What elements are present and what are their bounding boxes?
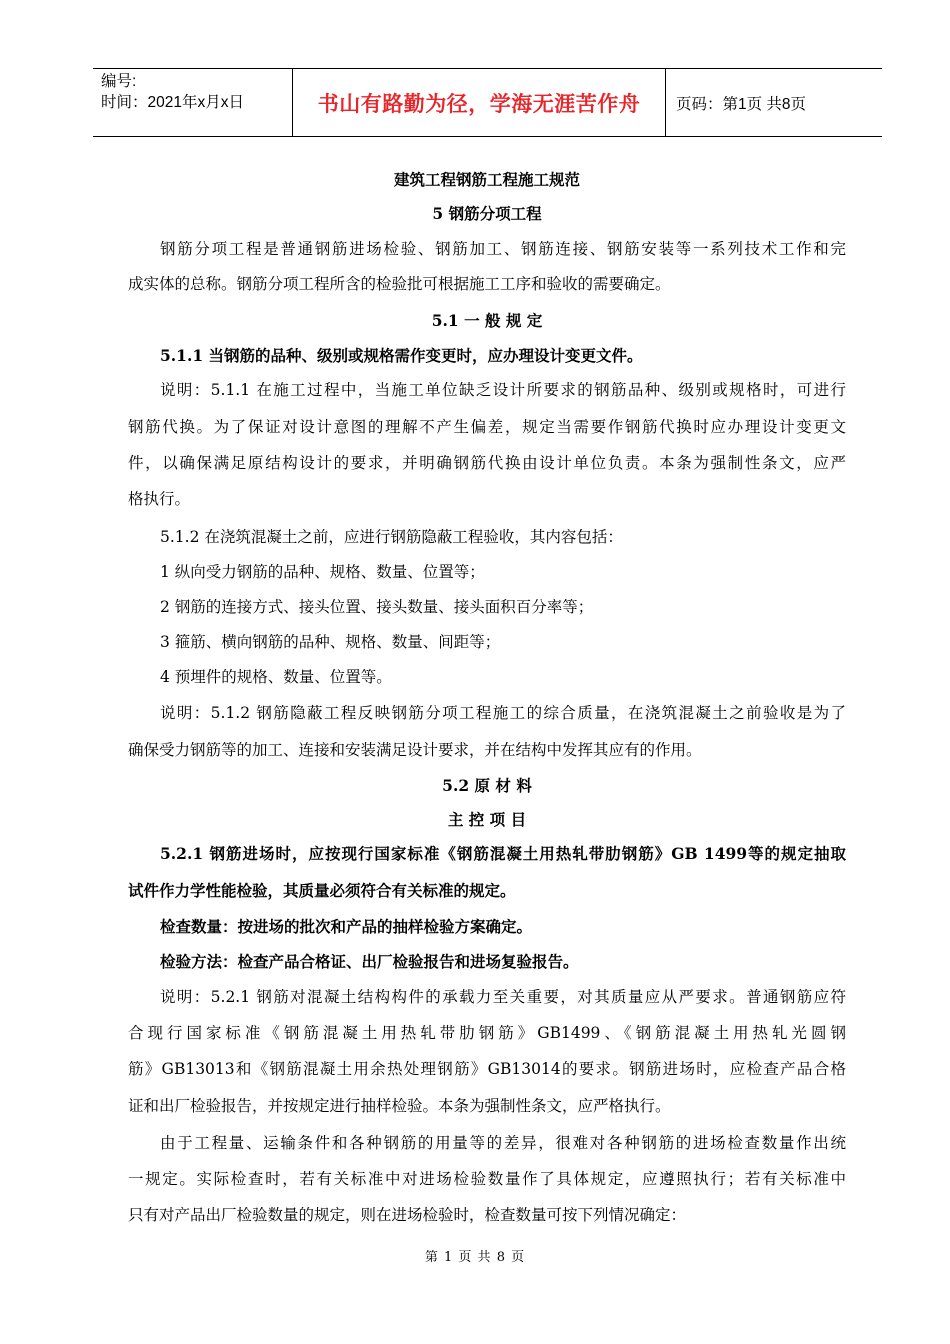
page-footer: 第 1 页 共 8 页 xyxy=(424,1250,526,1265)
main-items-heading: 主 控 项 目 xyxy=(447,810,527,829)
list-item-2: 2 钢筋的连接方式、接头位置、接头数量、接头面积百分率等； xyxy=(160,598,594,616)
note-5-1-1-line-4: 格执行。 xyxy=(128,490,191,508)
note-5-1-1-line-3: 件，以确保满足原结构设计的要求，并明确钢筋代换由设计单位负责。本条为强制性条文，应严 xyxy=(128,454,846,472)
note-5-2-1-line-3: 筋》GB13013和《钢筋混凝土用余热处理钢筋》GB13014的要求。钢筋进场时，应检查产品合格 xyxy=(128,1060,846,1078)
note-5-1-1-line-2: 钢筋代换。为了保证对设计意图的理解不产生偏差，规定当需要作钢筋代换时应办理设计变更文 xyxy=(128,418,846,436)
chapter-title: 5 钢筋分项工程 xyxy=(432,204,542,223)
clause-5-1-2: 5.1.2 在浇筑混凝土之前，应进行钢筋隐蔽工程验收，其内容包括： xyxy=(160,528,623,546)
intro-line-1: 钢筋分项工程是普通钢筋进场检验、钢筋加工、钢筋连接、钢筋安装等一系列技术工作和完 xyxy=(160,240,846,258)
section-5-2-title: 5.2 原 材 料 xyxy=(442,776,532,795)
note-5-2-1-line-1: 说明：5.2.1 钢筋对混凝土结构构件的承载力至关重要，对其质量应从严要求。普通钢筋应符 xyxy=(160,988,846,1006)
clause-5-1-1: 5.1.1 当钢筋的品种、级别或规格需作变更时，应办理设计变更文件。 xyxy=(160,346,643,365)
page-header xyxy=(93,68,882,137)
paragraph-line-2: 一规定。实际检查时，若有关标准中对进场检验数量作了具体规定，应遵照执行；若有关标准中 xyxy=(128,1170,846,1188)
header-page-info: 页码：第1页 共8页 xyxy=(676,95,807,113)
header-meta xyxy=(93,69,293,136)
clause-5-2-1-line-1: 5.2.1 钢筋进场时，应按现行国家标准《钢筋混凝土用热轧带肋钢筋》GB 1499等的规定抽取 xyxy=(160,844,846,863)
intro-line-2: 成实体的总称。钢筋分项工程所含的检验批可根据施工工序和验收的需要确定。 xyxy=(128,275,671,293)
note-5-1-2-line-1: 说明：5.1.2 钢筋隐蔽工程反映钢筋分项工程施工的综合质量，在浇筑混凝土之前验收是为了 xyxy=(160,704,846,722)
clause-5-2-1-line-2: 试件作力学性能检验，其质量必须符合有关标准的规定。 xyxy=(128,881,516,900)
doc-title: 建筑工程钢筋工程施工规范 xyxy=(393,170,580,189)
check-quantity: 检查数量：按进场的批次和产品的抽样检验方案确定。 xyxy=(160,917,533,936)
note-5-1-2-line-2: 确保受力钢筋等的加工、连接和安装满足设计要求，并在结构中发挥其应有的作用。 xyxy=(128,741,702,759)
list-item-1: 1 纵向受力钢筋的品种、规格、数量、位置等； xyxy=(160,563,485,581)
list-item-3: 3 箍筋、横向钢筋的品种、规格、数量、间距等； xyxy=(160,633,501,651)
section-5-1-title: 5.1 一 般 规 定 xyxy=(431,311,543,330)
paragraph-line-1: 由于工程量、运输条件和各种钢筋的用量等的差异，很难对各种钢筋的进场检查数量作出统 xyxy=(160,1134,846,1152)
note-5-2-1-line-4: 证和出厂检验报告，并按规定进行抽样检验。本条为强制性条文，应严格执行。 xyxy=(128,1097,671,1115)
list-item-4: 4 预埋件的规格、数量、位置等。 xyxy=(160,668,392,686)
header-motto: 书山有路勤为径，学海无涯苦作舟 xyxy=(293,69,666,136)
note-5-2-1-line-2: 合现行国家标准《钢筋混凝土用热轧带肋钢筋》GB1499、《钢筋混凝土用热轧光圆钢 xyxy=(128,1024,846,1042)
note-5-1-1-line-1: 说明：5.1.1 在施工过程中，当施工单位缺乏设计所要求的钢筋品种、级别或规格时，可进行 xyxy=(160,381,846,399)
header-number-label: 编号: xyxy=(101,73,137,90)
check-method: 检验方法：检查产品合格证、出厂检验报告和进场复验报告。 xyxy=(160,952,579,971)
header-time-label: 时间：2021年x月x日 xyxy=(101,94,244,111)
paragraph-line-3: 只有对产品出厂检验数量的规定，则在进场检验时，检查数量可按下列情况确定： xyxy=(128,1206,687,1224)
